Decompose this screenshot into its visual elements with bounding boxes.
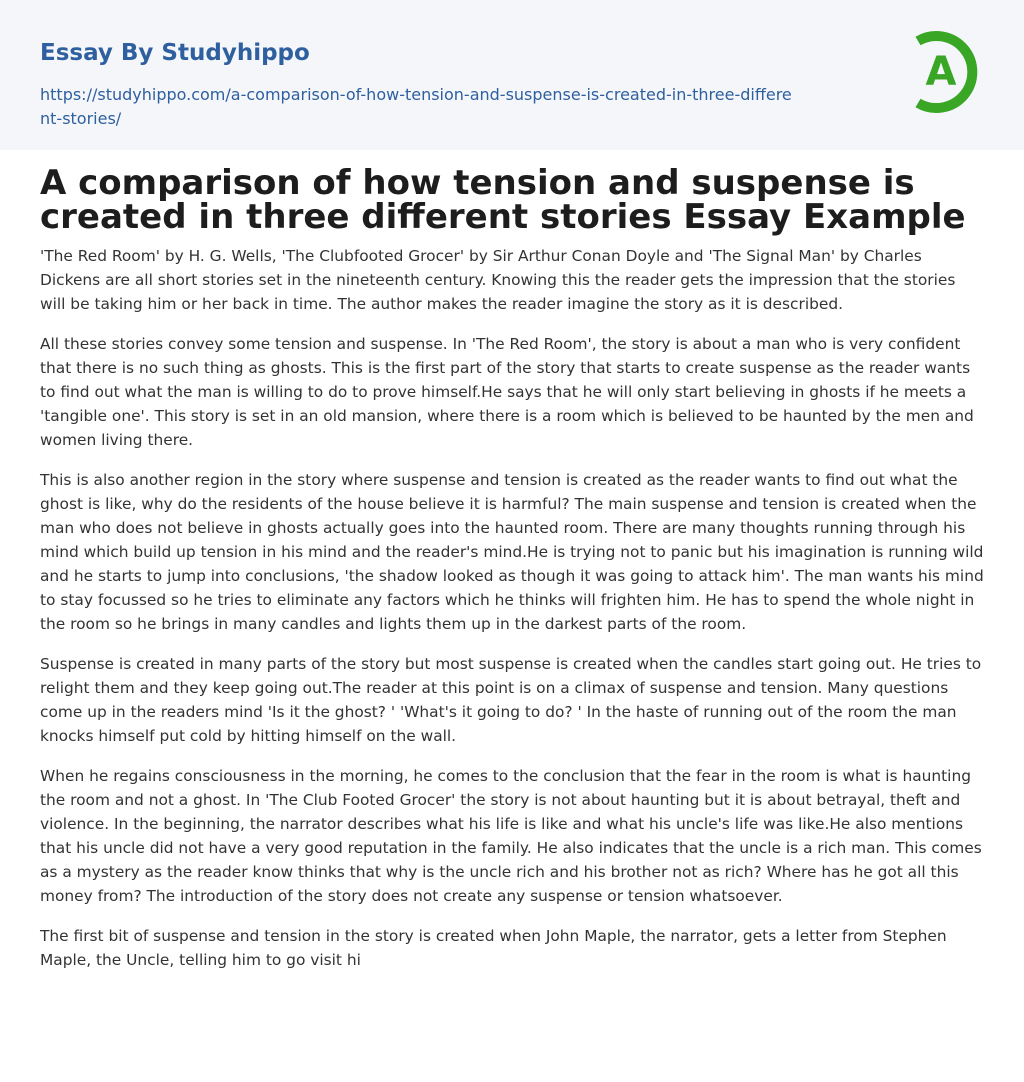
- source-url-link[interactable]: https://studyhippo.com/a-comparison-of-how-tension-and-suspense-is-created-in-three-different-stories/: [40, 85, 792, 128]
- brand-title[interactable]: Essay By Studyhippo: [40, 40, 310, 66]
- essay-title: A comparison of how tension and suspense is created in three different stories Essay Example: [40, 163, 966, 237]
- essay-paragraph: This is also another region in the story where suspense and tension is created as the reader wants to find out what the ghost is like, why do the residents of the house believe it is harmful? The main suspense and tension is created when the man who does not believe in ghosts actually goes into the haunted room. There are many thoughts running through his mind which build up tension in his mind and the reader's mind.He is trying not to panic but his imagination is running wild and he starts to jump into conclusions, 'the shadow looked as though it was going to attack him'. The man wants his mind to stay focussed so he tries to eliminate any factors which he thinks will frighten him. He has to spend the whole night in the room so he brings in many candles and lights them up in the darkest parts of the room.: [40, 471, 984, 633]
- essay-paragraph: When he regains consciousness in the morning, he comes to the conclusion that the fear in the room is what is haunting the room and not a ghost. In 'The Club Footed Grocer' the story is not about haunting but it is about betrayal, theft and violence. In the beginning, the narrator describes what his life is like and what his uncle's life was like.He also mentions that his uncle did not have a very good reputation in the family. He also indicates that the uncle is a rich man. This comes as a mystery as the reader know thinks that why is the uncle rich and his brother not as rich? Where has he got all this money from? The introduction of the story does not create any suspense or tension whatsoever.: [40, 767, 982, 905]
- studyhippo-logo-icon[interactable]: [906, 28, 988, 116]
- site-header: [0, 0, 1024, 150]
- essay-paragraph: The first bit of suspense and tension in the story is created when John Maple, the narrator, gets a letter from Stephen Maple, the Uncle, telling him to go visit hi: [40, 927, 947, 969]
- logo-letter: A: [925, 49, 957, 95]
- essay-paragraph: All these stories convey some tension and suspense. In 'The Red Room', the story is about a man who is very confident that there is no such thing as ghosts. This is the first part of the story that starts to create suspense as the reader wants to find out what the man is willing to do to prove himself.He says that he will only start believing in ghosts if he meets a 'tangible one'. This story is set in an old mansion, where there is a room which is believed to be haunted by the men and women living there.: [40, 335, 974, 449]
- essay-paragraph: Suspense is created in many parts of the story but most suspense is created when the candles start going out. He tries to relight them and they keep going out.The reader at this point is on a climax of suspense and tension. Many questions come up in the readers mind 'Is it the ghost? ' 'What's it going to do? ' In the haste of running out of the room the man knocks himself put cold by hitting himself on the wall.: [40, 655, 982, 745]
- essay-paragraph: 'The Red Room' by H. G. Wells, 'The Clubfooted Grocer' by Sir Arthur Conan Doyle and 'The Signal Man' by Charles Dickens are all short stories set in the nineteenth century. Knowing this the reader gets the impression that the stories will be taking him or her back in time. The author makes the reader imagine the story as it is described.: [40, 247, 956, 313]
- essay-content: [40, 163, 984, 988]
